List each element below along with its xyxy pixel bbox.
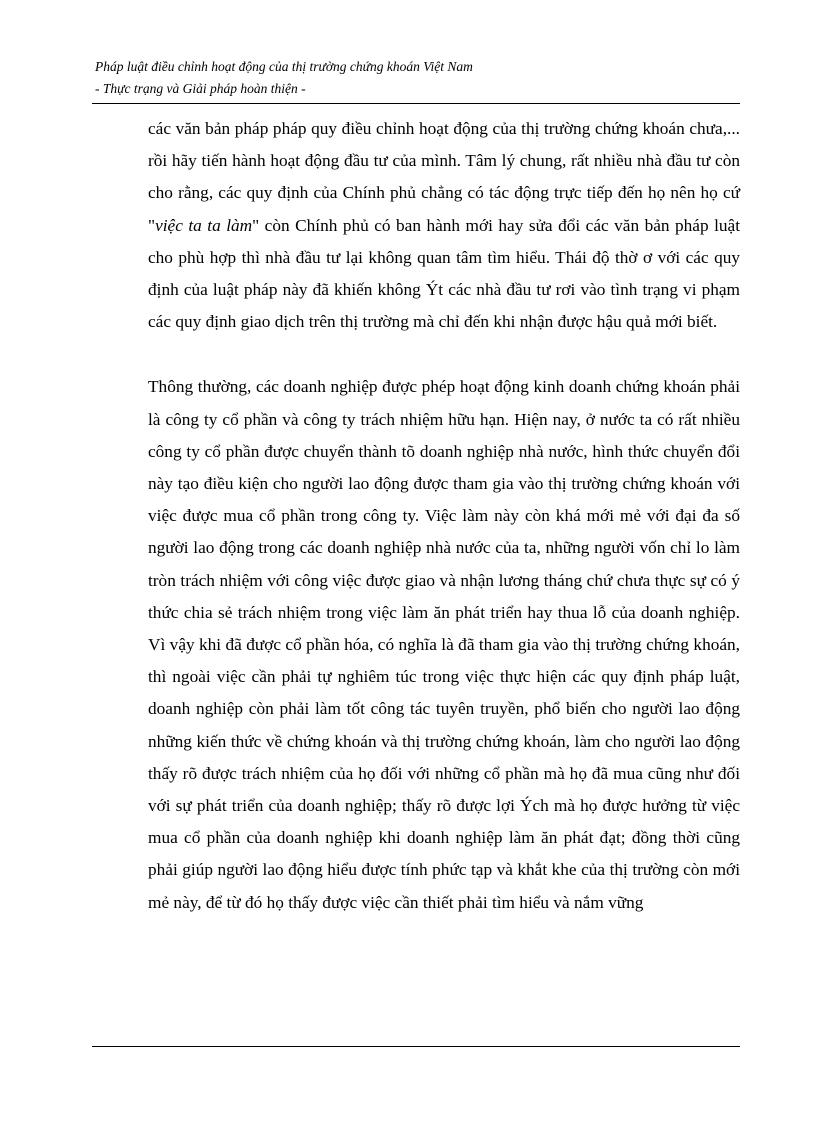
header-divider (92, 103, 740, 104)
footer-divider (92, 1046, 740, 1047)
paragraph-1-text-b: " còn Chính phủ có ban hành mới hay sửa đổi các văn bản pháp luật cho phù hợp thì nhà đầu tư lại không quan tâm tìm hiểu. Thái độ thờ ơ với các quy định của luật pháp này đã khiến không Ýt các nhà đầu tư rơi vào tình trạng vi phạm các quy định giao dịch trên thị trường mà chỉ đến khi nhận được hậu quả mới biết. (148, 215, 740, 332)
header-title: Pháp luật điều chỉnh hoạt động của thị trường chứng khoán Việt Nam (95, 59, 473, 74)
paragraph-1-quote: việc ta ta làm (155, 215, 253, 235)
paragraph-1-text-a: các văn bản pháp pháp quy điều chỉnh hoạt động của thị trường chứng khoán chưa,... rồi hãy tiến hành hoạt động đầu tư của mình. Tâm lý chung, rất nhiều nhà đầu tư còn cho rằng, các quy định của Chính phủ chẳng có tác động trực tiếp đến họ nên họ cứ " (148, 119, 740, 235)
paragraph-1 (148, 113, 740, 338)
header-subtitle: - Thực trạng và Giải pháp hoàn thiện - (95, 81, 306, 96)
paragraph-2: Thông thường, các doanh nghiệp được phép hoạt động kinh doanh chứng khoán phải là công ty cổ phần và công ty trách nhiệm hữu hạn. Hiện nay, ở nước ta có rất nhiều công ty cổ phần được chuyển thành tõ doanh nghiệp nhà nước, hình thức chuyển đổi này tạo điều kiện cho người lao động được tham gia vào thị trường chứng khoán với việc được mua cổ phần trong công ty. Việc làm này còn khá mới mẻ với đại đa số người lao động trong các doanh nghiệp nhà nước của ta, những người vốn chỉ lo làm tròn trách nhiệm với công việc được giao và nhận lương tháng chứ chưa thực sự có ý thức chia sẻ trách nhiệm trong việc làm ăn phát triển hay thua lỗ của doanh nghiệp. Vì vậy khi đã được cổ phần hóa, có nghĩa là đã tham gia vào thị trường chứng khoán, thì ngoài việc cần phải tự nghiêm túc trong việc thực hiện các quy định pháp luật, doanh nghiệp còn phải làm tốt công tác tuyên truyền, phổ biến cho người lao động những kiến thức về chứng khoán và thị trường chứng khoán, làm cho người lao động thấy rõ được trách nhiệm của họ đối với những cổ phần mà họ đã mua cũng như đối với sự phát triển của doanh nghiệp; thấy rõ được lợi Ých mà họ được hưởng từ việc mua cổ phần của doanh nghiệp khi doanh nghiệp làm ăn phát đạt; đồng thời cũng phải giúp người lao động hiểu được tính phức tạp và khắt khe của thị trường còn mới mẻ này, để từ đó họ thấy được việc cần thiết phải tìm hiểu và nắm vững (148, 377, 740, 912)
running-header (95, 56, 741, 100)
page-body (148, 113, 740, 919)
